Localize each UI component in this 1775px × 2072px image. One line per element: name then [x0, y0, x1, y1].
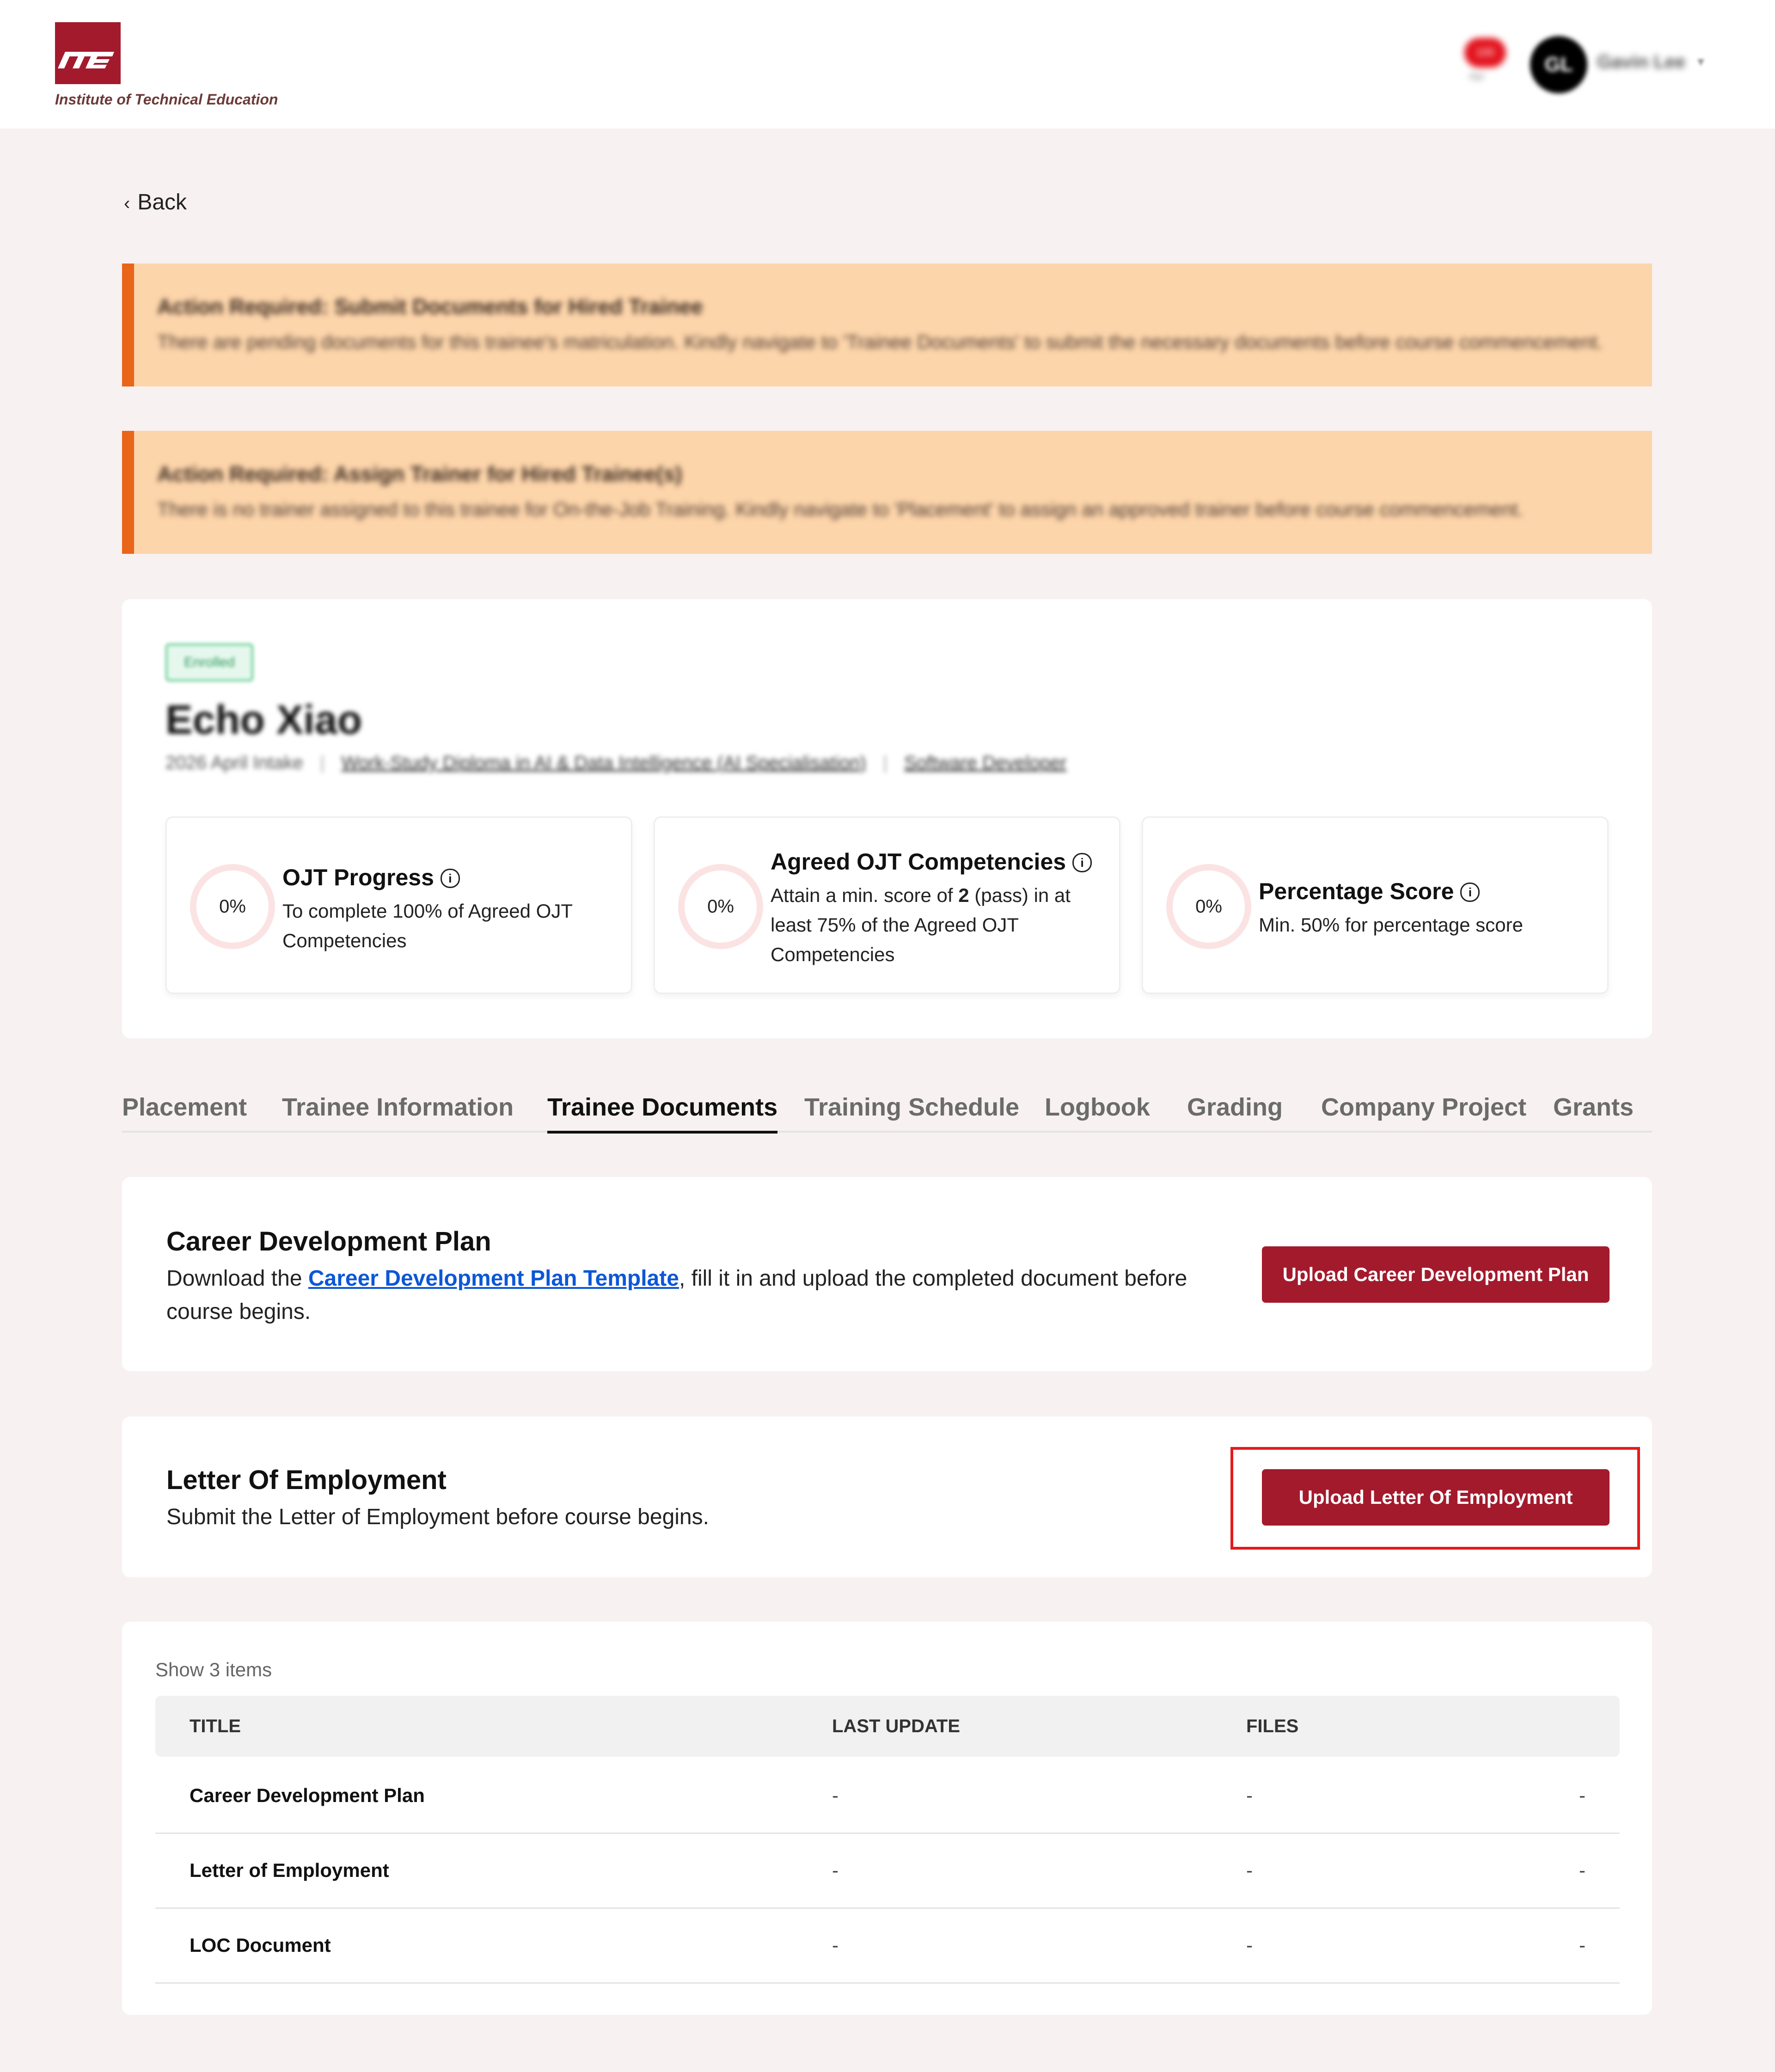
user-name[interactable]: Gavin Lee — [1597, 52, 1686, 72]
tab-trainee-information[interactable]: Trainee Information — [282, 1093, 514, 1121]
alert-title: Action Required: Assign Trainer for Hired Trainee(s) — [157, 462, 682, 486]
loe-description: Submit the Letter of Employment before course begins. — [166, 1505, 709, 1529]
ite-logo[interactable] — [55, 22, 121, 84]
documents-table-card — [122, 1622, 1652, 2015]
row-files: - — [1246, 1934, 1253, 1956]
progress-ring: 0% — [1166, 864, 1251, 949]
stat-agreed-competencies — [654, 816, 1120, 994]
cdp-description: Download the Career Development Plan Template, fill it in and upload the completed document before course begins. — [166, 1266, 1187, 1324]
course-link[interactable]: Work-Study Diploma in AI & Data Intelligence (AI Specialisation) — [341, 753, 866, 773]
trainee-meta: 2026 April Intake | Work-Study Diploma in AI & Data Intelligence (AI Specialisation) | Software Developer — [165, 753, 1067, 773]
upload-letter-of-employment-button[interactable]: Upload Letter Of Employment — [1262, 1469, 1610, 1526]
row-title: LOC Document — [190, 1934, 331, 1956]
back-label: Back — [137, 190, 187, 215]
stat-description: To complete 100% of Agreed OJT Competencies — [282, 900, 573, 951]
row-last-update: - — [832, 1859, 839, 1881]
cdp-title: Career Development Plan — [166, 1226, 491, 1257]
logo-caption: Institute of Technical Education — [55, 91, 278, 108]
table-row[interactable] — [155, 1759, 1620, 1834]
table-header — [155, 1696, 1620, 1757]
progress-ring: 0% — [190, 864, 275, 949]
chevron-left-icon: ‹ — [124, 193, 130, 214]
column-header-last-update: LAST UPDATE — [832, 1716, 961, 1736]
column-header-title: TITLE — [190, 1716, 241, 1736]
upload-cdp-button[interactable]: Upload Career Development Plan — [1262, 1246, 1610, 1303]
stat-title: Percentage Score i — [1259, 878, 1480, 905]
row-title: Career Development Plan — [190, 1784, 425, 1806]
row-files: - — [1246, 1859, 1253, 1881]
show-items-label: Show 3 items — [155, 1659, 272, 1680]
row-last-update: - — [832, 1934, 839, 1956]
loe-title: Letter Of Employment — [166, 1465, 447, 1495]
stat-percentage-score — [1142, 816, 1609, 994]
tab-grants[interactable]: Grants — [1553, 1093, 1634, 1121]
stat-ojt-progress — [165, 816, 632, 994]
progress-ring: 0% — [678, 864, 763, 949]
info-icon[interactable]: i — [1460, 883, 1480, 902]
column-header-files: FILES — [1246, 1716, 1299, 1736]
notification-bell[interactable] — [1464, 38, 1506, 82]
row-action: - — [1579, 1859, 1585, 1881]
tab-logbook[interactable]: Logbook — [1045, 1093, 1150, 1121]
alert-body: There are pending documents for this trainee's matriculation. Kindly navigate to 'Trainee Documents' to submit the necessary documents before course commencement. — [157, 331, 1603, 353]
letter-of-employment-card — [122, 1416, 1652, 1577]
alert-body: There is no trainer assigned to this trainee for On-the-Job Training. Kindly navigate to 'Placement' to assign an approved trainer before course commencement. — [157, 498, 1524, 520]
back-link[interactable] — [124, 190, 187, 215]
status-badge: Enrolled — [165, 644, 253, 681]
info-icon[interactable]: i — [1072, 853, 1092, 872]
tab-bar — [122, 1086, 1652, 1133]
tab-company-project[interactable]: Company Project — [1321, 1093, 1527, 1121]
row-title: Letter of Employment — [190, 1859, 389, 1881]
alert-assign-trainer — [122, 431, 1652, 554]
alert-title: Action Required: Submit Documents for Hired Trainee — [157, 294, 703, 319]
stat-description: Attain a min. score of 2 (pass) in at least 75% of the Agreed OJT Competencies — [771, 884, 1071, 965]
chevron-down-icon[interactable]: ▾ — [1697, 54, 1705, 69]
career-development-plan-card — [122, 1177, 1652, 1371]
tab-placement[interactable]: Placement — [122, 1093, 247, 1121]
notification-count: 100 — [1464, 38, 1506, 67]
alert-submit-documents — [122, 264, 1652, 386]
tab-grading[interactable]: Grading — [1187, 1093, 1283, 1121]
avatar[interactable]: GL — [1530, 36, 1587, 93]
trainee-profile-card — [122, 599, 1652, 1038]
intake-label: 2026 April Intake — [165, 753, 303, 773]
tab-trainee-documents[interactable]: Trainee Documents — [547, 1093, 778, 1121]
row-last-update: - — [832, 1784, 839, 1806]
notification-label: Apr — [1469, 70, 1485, 82]
row-action: - — [1579, 1784, 1585, 1806]
stat-description: Min. 50% for percentage score — [1259, 914, 1523, 936]
table-row[interactable] — [155, 1833, 1620, 1909]
row-action: - — [1579, 1934, 1585, 1956]
stat-title: Agreed OJT Competencies i — [771, 848, 1092, 875]
stat-title: OJT Progress i — [282, 864, 460, 891]
table-row[interactable] — [155, 1908, 1620, 1984]
role-link[interactable]: Software Developer — [904, 753, 1067, 773]
cdp-template-link[interactable]: Career Development Plan Template — [308, 1266, 679, 1291]
tab-training-schedule[interactable]: Training Schedule — [804, 1093, 1020, 1121]
row-files: - — [1246, 1784, 1253, 1806]
info-icon[interactable]: i — [441, 869, 460, 888]
trainee-name: Echo Xiao — [165, 697, 362, 742]
top-header — [0, 0, 1775, 129]
